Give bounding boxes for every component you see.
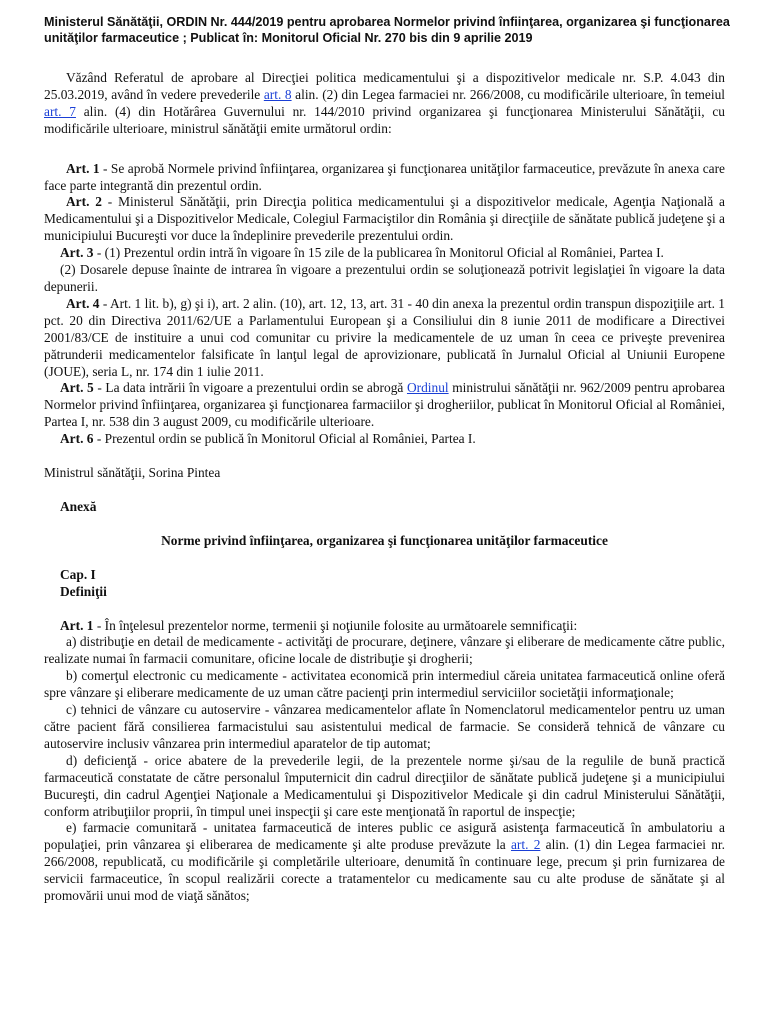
link-art-8[interactable]: art. 8 <box>263 86 292 102</box>
article-label: Art. 6 <box>60 431 94 447</box>
annex-article-1: Art. 1 - În înţelesul prezentelor norme, termenii şi noţiunile folosite au următoarele semnificaţii: <box>60 617 578 633</box>
signature: Ministrul sănătăţii, Sorina Pintea <box>44 465 221 481</box>
article-label: Art. 4 <box>66 295 100 311</box>
chapter-title: Definiţii <box>60 583 107 599</box>
article-1: Art. 1 - Se aprobă Normele privind înfiinţarea, organizarea şi funcţionarea unităţilor farmaceutice, prevăzute în anexa care face parte integrantă din prezentul ordin. <box>44 160 725 193</box>
article-4: Art. 4 - Art. 1 lit. b), g) şi i), art. 2 alin. (10), art. 12, 13, art. 31 - 40 din anexa la prezentul ordin transpun dispoziţiile art. 1 pct. 20 din Directiva 2011/62/UE a Parlamentului European şi a Consiliului din 8 iunie 2011 de modificare a Directivei 2001/83/CE de instituire a unui cod comunitar cu privire la medicamentele de uz uman în ceea ce priveşte prevenirea pătrunderii medicamentelor falsificate în lanţul legal de aprovizionare, publicată în Jurnalul Oficial al Uniunii Europene (JOUE), seria L, nr. 174 din 1 iulie 2011. <box>44 295 725 379</box>
document-header: Ministerul Sănătăţii, ORDIN Nr. 444/2019 pentru aprobarea Normelor privind înfiinţarea, organizarea şi funcţionarea unităţilor farmaceutice ; Publicat în: Monitorul Oficial Nr. 270 bis din 9 aprilie 2019 <box>44 15 730 45</box>
article-label: Art. 5 <box>60 380 94 396</box>
definition-e: e) farmacie comunitară - unitatea farmaceutică de interes public ce asigură asistenţa farmaceutică în ambulatoriu a populaţiei, prin vânzarea şi eliberarea de medicamente şi alte produse prevăzute la art. 2 alin. (1) din Legea farmaciei nr. 266/2008, republicată, cu modificările şi completările ulterioare, denumită în continuare lege, precum şi prin furnizarea de servicii farmaceutice, în scopul realizării corecte a tratamentelor cu medicamente sau cu alte produse de sănătate şi al promovării unui mod de viaţă sănătos; <box>44 820 725 904</box>
article-2: Art. 2 - Ministerul Sănătăţii, prin Direcţia politica medicamentului şi a dispozitivelor medicale, Agenţia Naţională a Medicamentului şi a Dispozitivelor Medicale, Colegiul Farmaciştilor din România şi direcţiile de sănătate publică judeţene şi a municipiului Bucureşti vor duce la îndeplinire prevederile prezentului ordin. <box>44 194 725 244</box>
annex-title: Norme privind înfiinţarea, organizarea şi funcţionarea unităţilor farmaceutice <box>161 532 608 548</box>
link-art-2[interactable]: art. 2 <box>510 837 541 853</box>
article-3-paragraph-2: (2) Dosarele depuse înainte de intrarea în vigoare a prezentului ordin se soluţionează potrivit legislaţiei în vigoare la data depunerii. <box>44 262 725 294</box>
article-label: Art. 3 <box>60 245 94 261</box>
link-ordinul[interactable]: Ordinul <box>406 380 449 396</box>
article-6: Art. 6 - Prezentul ordin se publică în Monitorul Oficial al României, Partea I. <box>60 431 476 447</box>
article-label: Art. 1 <box>60 617 94 633</box>
definition-d: d) deficienţă - orice abatere de la prevederile legii, de la prezentele norme şi/sau de la regulile de bună practică farmaceutică constatate de către personalul împuternicit din cadrul direcţiilor de sănătate publică judeţene şi a municipiului Bucureşti, din cadrul Agenţiei Naţionale a Medicamentului şi Dispozitivelor Medicale şi din cadrul Ministerului Sănătăţii, conform atribuţiilor proprii, în timpul unei inspecţii şi care este menţionată în raportul de inspecţie; <box>44 752 725 819</box>
article-3: Art. 3 - (1) Prezentul ordin intră în vigoare în 15 zile de la publicarea în Monitorul Oficial al României, Partea I. <box>60 245 664 261</box>
document-body <box>44 70 725 905</box>
article-label: Art. 2 <box>66 194 102 210</box>
definition-a: a) distribuţie en detail de medicamente - activităţi de procurare, deţinere, vânzare şi eliberare de medicamente către public, realizate numai în farmacii comunitare, oficine locale de distribuţie şi drogherii; <box>44 634 725 667</box>
annex-label: Anexă <box>60 498 97 514</box>
article-label: Art. 1 <box>66 160 100 176</box>
preamble-paragraph: Văzând Referatul de aprobare al Direcţiei politica medicamentului şi a dispozitivelor medicale nr. S.P. 4.043 din 25.03.2019, având în vedere prevederile art. 8 alin. (2) din Legea farmaciei nr. 266/2008, cu modificările ulterioare, în temeiul art. 7 alin. (4) din Hotărârea Guvernului nr. 144/2010 privind organizarea şi funcţionarea Ministerului Sănătăţii, cu modificările ulterioare, ministrul sănătăţii emite următorul ordin: <box>44 70 726 136</box>
chapter-number: Cap. I <box>60 566 96 582</box>
chapter-heading <box>44 567 725 601</box>
link-art-7[interactable]: art. 7 <box>44 103 76 119</box>
definition-c: c) tehnici de vânzare cu autoservire - vânzarea medicamentelor aflate în Nomenclatorul medicamentelor pentru uz uman către pacient fără consilierea farmacistului sau asistentului medical de farmacie. Se consideră tehnică de vânzare cu autoservire inclusiv vânzarea prin intermediul aparatelor de tip automat; <box>44 702 725 751</box>
document-page <box>44 14 730 905</box>
definition-b: b) comerţul electronic cu medicamente - activitatea economică prin intermediul căreia unitatea farmaceutică online oferă spre vânzare şi eliberare medicamente de uz uman către pacienţi prin intermediul serviciilor societăţii informaţionale; <box>44 668 725 701</box>
article-5: Art. 5 - La data intrării în vigoare a prezentului ordin se abrogă Ordinul ministrului sănătăţii nr. 962/2009 pentru aprobarea Normelor privind înfiinţarea, organizarea şi funcţionarea farmaciilor şi drogheriilor, publicat în Monitorul Oficial al României, Partea I, nr. 538 din 3 august 2009, cu modificările ulterioare. <box>44 380 725 430</box>
